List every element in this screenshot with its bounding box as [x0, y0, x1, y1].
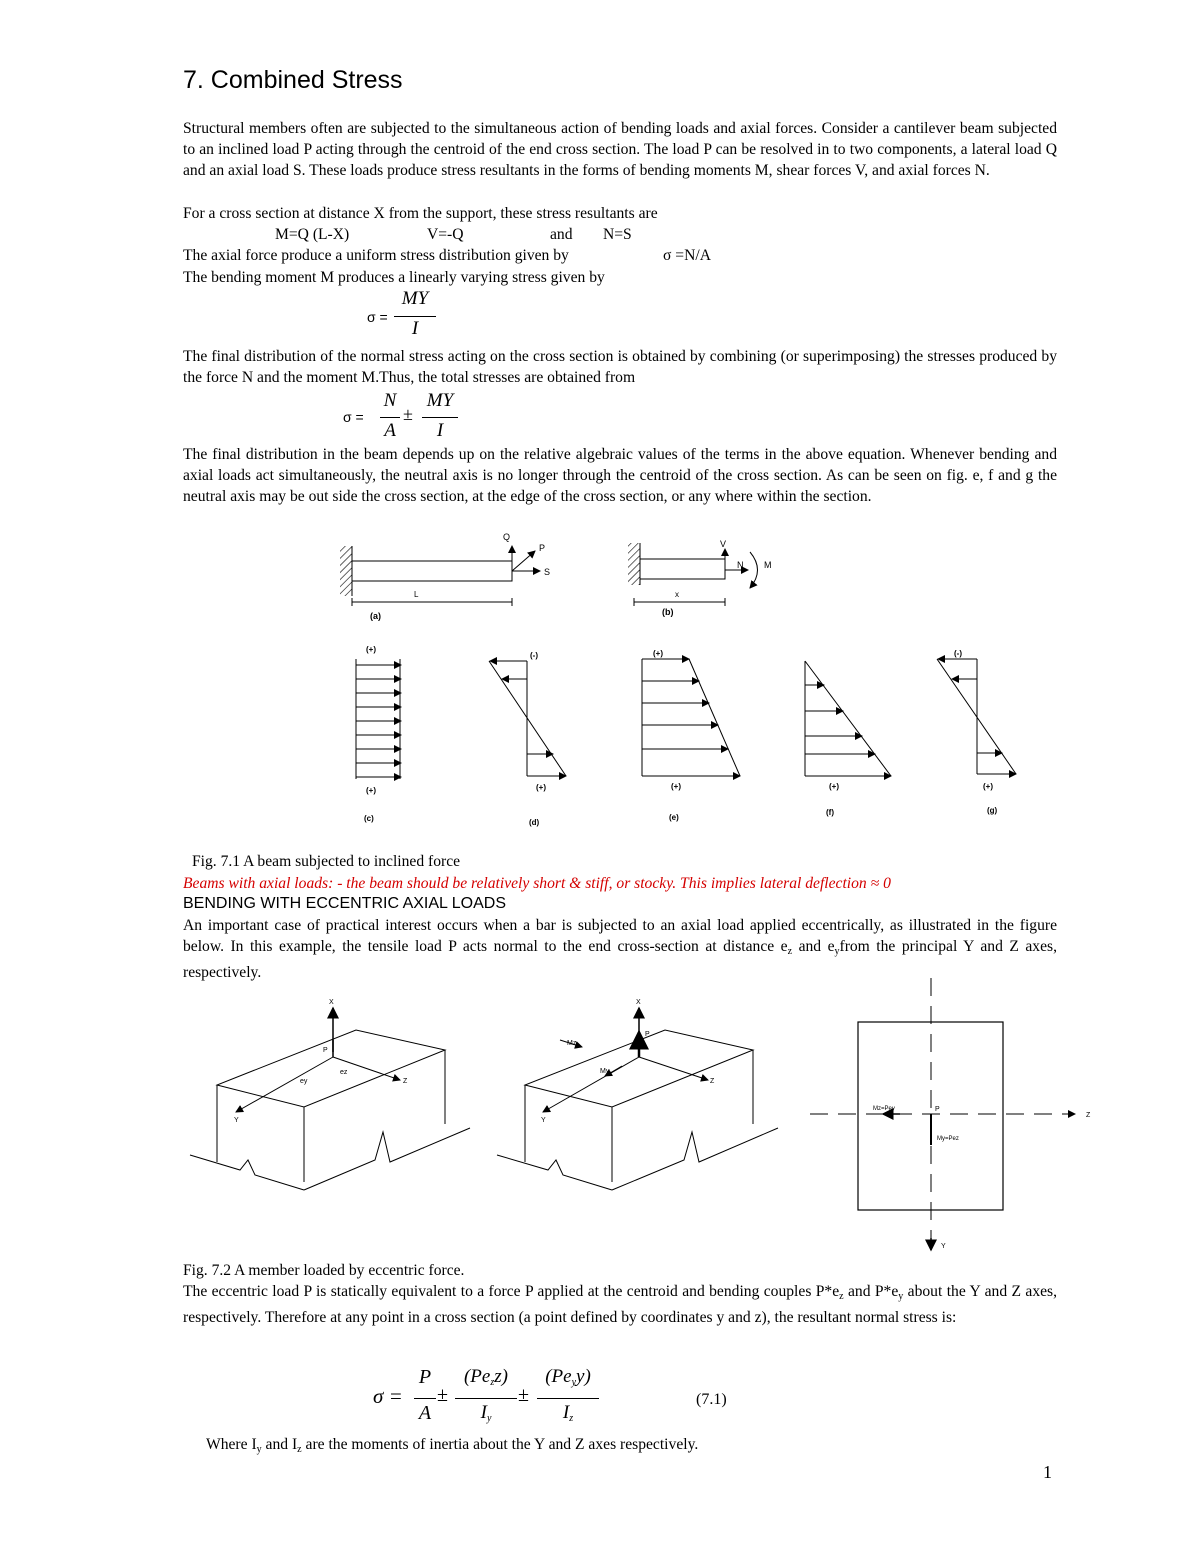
block1-label-y: Y — [234, 1117, 239, 1124]
stress-resultants-intro: For a cross section at distance X from the support, these stress resultants are — [183, 205, 658, 222]
equiv-text-1: The eccentric load P is statically equivalent to a force P applied at the centroid and bending couples P*e — [183, 1283, 840, 1300]
fig-c-arrows — [356, 665, 401, 777]
cross-section-label-y: Y — [941, 1243, 946, 1250]
neutral-axis-paragraph: The final distribution in the beam depends up on the relative algebraic values of the terms in the above equation. Whenever bending and axial loads act simultaneously, the neutral axis is no longer through the centroid of the cross section. As can be seen on fig. e, f and g the neutral axis may be out side the cross section, at the edge of the cross section, or any where within the section. — [183, 446, 1057, 506]
fig-e-combined-stress — [642, 649, 740, 822]
fig-b-support-hatch — [628, 543, 640, 585]
figure-7-2 — [185, 975, 1100, 1260]
fig-d-plus: (+) — [536, 783, 546, 792]
block1-label-z: Z — [403, 1078, 408, 1085]
block1-break-right — [304, 1128, 470, 1190]
eq3-t2-den — [453, 1402, 519, 1424]
eq2-bar1 — [380, 417, 400, 418]
eq3-t3-num-b: y) — [576, 1366, 591, 1387]
eq3-t1-num: P — [418, 1366, 432, 1388]
where-sub-y: y — [256, 1444, 262, 1455]
block1-label-ez: ez — [340, 1069, 348, 1076]
block2-break-left — [497, 1155, 612, 1190]
fig-b-label-m: M — [764, 560, 772, 570]
eq2-n2: MY — [426, 390, 454, 411]
axial-stress-text: The axial force produce a uniform stress distribution given by — [183, 247, 569, 264]
eq3-pm1: ± — [437, 1384, 448, 1406]
eq3-t2-num-b: z) — [494, 1366, 508, 1387]
eq3-t3-num-sub: y — [571, 1377, 577, 1388]
equiv-text-2: and P*e — [843, 1283, 899, 1300]
fig-a-caption: (a) — [370, 611, 381, 621]
eq2-lhs: σ = — [343, 409, 364, 425]
fig-c-plus-top: (+) — [366, 645, 376, 654]
fig-a-p-arrow — [512, 551, 535, 571]
equiv-sub-z: z — [839, 1291, 844, 1302]
eq3-bar3 — [537, 1398, 599, 1399]
resultant-and: and — [550, 226, 573, 243]
fig-c-plus-bottom: (+) — [366, 786, 376, 795]
final-distribution-paragraph: The final distribution of the normal stress acting on the cross section is obtained by combining (or superimposing) the stresses produced by the force N and the moment M.Thus, the total stresses are obtained from — [183, 348, 1057, 387]
fig-b-label-x: x — [675, 590, 679, 599]
block1-label-x: X — [329, 999, 334, 1006]
eq2-plus-minus: ± — [403, 404, 413, 424]
eq1-numerator: MY — [401, 288, 429, 309]
eq2-bar2 — [422, 417, 458, 418]
section-heading-eccentric: BENDING WITH ECCENTRIC AXIAL LOADS — [183, 895, 507, 912]
bending-stress-text: The bending moment M produces a linearly varying stress given by — [183, 269, 605, 286]
fig-b-m-arrow — [750, 552, 758, 588]
fig-e-profile — [689, 659, 740, 776]
eccentric-text-1: An important case of practical interest occurs when a bar is subjected to an axial load applied eccentrically, as illustrated in the figure below. In this example, the tensile load P acts normal to the end cross-section at distance e — [183, 917, 1057, 956]
block2-label-my: My — [600, 1068, 610, 1075]
where-text-1: Where I — [206, 1436, 257, 1453]
fig-d-caption: (d) — [529, 818, 540, 827]
eq3-t2-den-a: I — [480, 1402, 487, 1423]
fig-a-label-p: P — [539, 543, 546, 553]
fig-f-combined-stress — [805, 661, 891, 817]
fig-d-bending-stress — [489, 651, 566, 827]
fig-d-minus: (-) — [530, 651, 538, 660]
fig-c-caption: (c) — [364, 814, 374, 823]
eq3-t2-num — [453, 1366, 519, 1388]
eq3-t2-den-sub: y — [486, 1413, 492, 1424]
eq3-t3-den-sub: z — [569, 1413, 574, 1424]
equiv-sub-y: y — [898, 1291, 904, 1302]
eq3-bar1 — [414, 1398, 436, 1399]
page-title: 7. Combined Stress — [183, 66, 403, 94]
block2-label-p: P — [645, 1031, 650, 1038]
block2-y-axis — [543, 1057, 639, 1112]
fig-b-label-v: V — [720, 539, 727, 549]
eq2-d1: A — [384, 420, 396, 441]
eccentric-sub-y: y — [834, 946, 840, 958]
cross-section-label-mz: Mz=Pey — [873, 1106, 895, 1112]
fig-b-free-body — [628, 539, 772, 617]
where-sub-z: z — [297, 1444, 302, 1455]
block2-label-y: Y — [541, 1117, 546, 1124]
fig-f-profile — [805, 661, 891, 776]
fig-a-beam — [352, 561, 512, 581]
block2-label-x: X — [636, 999, 641, 1006]
fig-g-combined-stress — [937, 649, 1016, 815]
block1-y-axis — [236, 1057, 333, 1112]
moments-of-inertia-note — [206, 1434, 698, 1460]
axial-loads-note: Beams with axial loads: - the beam should be relatively short & stiff, or stocky. This implies lateral deflection ≈ 0 — [183, 875, 891, 892]
intro-paragraph: Structural members often are subjected to the simultaneous action of bending loads and axial forces. Consider a cantilever beam subjected to an inclined load P acting through the centroid of the end cross section. The load P can be resolved in to two components, a lateral load Q and an axial load S. These loads produce stress resultants in the forms of bending moments M, shear forces V, and axial forces N. — [183, 120, 1057, 180]
axial-stress-equation: σ =N/A — [663, 247, 711, 264]
block2-z-axis — [639, 1057, 708, 1080]
cross-section-label-z: Z — [1086, 1112, 1091, 1119]
fig-a-cantilever — [340, 532, 550, 621]
eq3-t1-den: A — [418, 1402, 432, 1424]
block-equivalent-couples — [497, 999, 778, 1190]
fig-f-plus: (+) — [829, 782, 839, 791]
eq2-n1: N — [383, 390, 397, 411]
block1-label-ey: ey — [300, 1078, 308, 1085]
eq3-t3-num — [535, 1366, 601, 1388]
cross-section-label-my: My=Pez — [937, 1136, 959, 1142]
eccentric-paragraph — [183, 915, 1057, 984]
fig-g-caption: (g) — [987, 806, 998, 815]
figure-7-2-caption: Fig. 7.2 A member loaded by eccentric force. — [183, 1262, 465, 1279]
fig-a-label-l: L — [414, 590, 419, 599]
cross-section-view — [810, 978, 1091, 1250]
eq3-t3-den — [535, 1402, 601, 1424]
page-number: 1 — [1043, 1462, 1052, 1482]
block2-label-mz: Mz — [567, 1040, 577, 1047]
eq2-d2: I — [436, 420, 444, 441]
figure-7-1 — [330, 525, 1090, 835]
fig-g-plus: (+) — [983, 782, 993, 791]
fig-a-label-s: S — [544, 567, 551, 577]
eccentric-sub-z: z — [787, 946, 793, 958]
eq3-t3-num-a: (Pe — [545, 1366, 572, 1387]
eq1-lhs: σ = — [367, 309, 388, 325]
fig-c-uniform-stress — [356, 645, 401, 823]
eq3-bar2 — [455, 1398, 517, 1399]
fig-b-label-n: N — [737, 560, 744, 570]
block-eccentric-load — [190, 999, 470, 1190]
fig-e-plus-bottom: (+) — [671, 782, 681, 791]
block2-break-right — [612, 1128, 778, 1190]
fig-g-minus: (-) — [954, 649, 962, 658]
eq3-t2-num-a: (Pe — [463, 1366, 491, 1387]
eq1-fraction-bar — [394, 316, 436, 317]
fig-e-caption: (e) — [669, 813, 679, 822]
eccentric-text-2: and e — [798, 938, 835, 956]
fig-f-caption: (f) — [826, 808, 834, 817]
eccentric-text-3: from the principal Y and Z axes, respectively. — [183, 938, 1057, 982]
eq3-pm2: ± — [518, 1384, 529, 1406]
eq3-number: (7.1) — [696, 1391, 727, 1408]
eq3-lhs: σ = — [373, 1384, 403, 1408]
fig-b-caption: (b) — [662, 607, 674, 617]
fig-e-plus-top: (+) — [653, 649, 663, 658]
eq3-t3-den-a: I — [562, 1402, 570, 1423]
where-text-3: are the moments of inertia about the Y and Z axes respectively. — [301, 1436, 699, 1453]
fig-b-beam — [640, 559, 725, 579]
equivalent-load-paragraph — [183, 1281, 1057, 1328]
equiv-text-3: about the Y and Z axes, respectively. Therefore at any point in a cross section (a point defined by coordinates y and z), the resultant normal stress is: — [183, 1283, 1058, 1327]
figure-7-1-caption: Fig. 7.1 A beam subjected to inclined force — [192, 853, 461, 870]
fig-a-support-hatch — [340, 546, 352, 596]
where-text-2: and I — [261, 1436, 298, 1453]
eq1-denominator: I — [411, 318, 419, 339]
block1-top-face — [217, 1030, 445, 1107]
resultant-m: M=Q (L-X) — [275, 226, 350, 243]
block1-break-left — [190, 1155, 304, 1190]
resultant-n: N=S — [603, 226, 632, 243]
block1-label-p: P — [323, 1047, 328, 1054]
resultant-v: V=-Q — [427, 226, 464, 243]
fig-a-label-q: Q — [503, 532, 511, 542]
eq3-t2-num-sub: z — [490, 1377, 495, 1388]
block2-label-z: Z — [710, 1078, 715, 1085]
cross-section-label-p: P — [935, 1106, 940, 1113]
